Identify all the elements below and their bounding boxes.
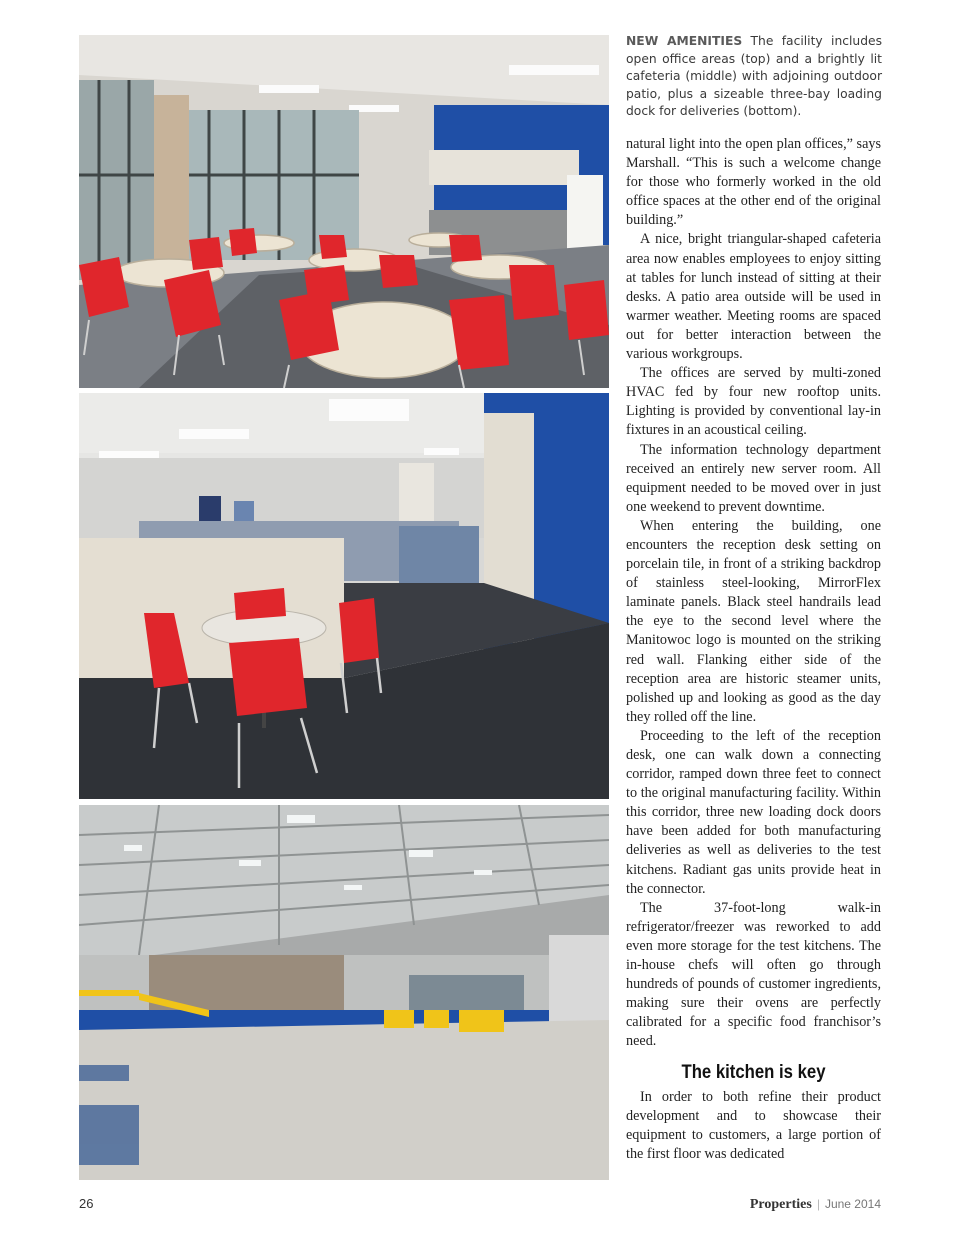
loading-dock-photo (79, 805, 609, 1180)
open-office-photo (79, 393, 609, 799)
section-subhead: The kitchen is key (681, 1061, 826, 1083)
cafeteria-photo (79, 35, 609, 388)
caption-text: The facility includes open office areas (top) and a brightly lit cafeteria (middle) with adjoining outdoor patio, plus a sizeable three-bay loading dock for deliveries (bottom). (626, 34, 882, 118)
article-paragraph: natural light into the open plan offices,” says Marshall. “This is such a welcome change for those who formerly worked in the old office spaces at the other end of the original building.” (626, 136, 881, 229)
article-paragraph: When entering the building, one encounters the reception desk setting on porcelain tile, in front of a striking backdrop of stainless steel-looking, MirrorFlex laminate panels. Black steel handrails lead the eye to the second level where the Manitowoc logo is mounted on the striking red wall. Flanking either side of the reception area are historic steamer units, polished up and looking as good as the day they rolled off the line. (626, 517, 881, 725)
article-paragraph: In order to both refine their product development and to showcase their equipment to customers, a large portion of the first floor was dedicated (626, 1088, 881, 1162)
issue-date: June 2014 (824, 1197, 881, 1211)
article-paragraph: The information technology department received an entirely new server room. All equipment needed to be moved over in just one weekend to prevent downtime. (626, 441, 881, 515)
article-paragraph: The 37-foot-long walk-in refrigerator/freezer was reworked to add even more storage for the test kitchens. The in-house chefs will often go through hundreds of pounds of customer ingredients, making sure their ovens are perfectly calibrated for a specific food franchisor’s need. (626, 899, 881, 1050)
caption-lead: NEW AMENITIES (626, 34, 743, 48)
footer-separator: | (817, 1196, 820, 1211)
article-body (626, 135, 881, 1164)
page-number: 26 (79, 1196, 94, 1211)
photo-caption (626, 33, 882, 121)
article-paragraph: The offices are served by multi-zoned HVAC fed by four new rooftop units. Lighting is provided by conventional lay-in fixtures in an acoustical ceiling. (626, 365, 881, 439)
article-paragraph: A nice, bright triangular-shaped cafeteria area now enables employees to enjoy sitting at tables for lunch instead of sitting at their desks. A patio area outside will be used in warmer weather. Meeting rooms are spaced out for better interaction between the various workgroups. (626, 231, 881, 363)
footer-masthead (750, 1196, 881, 1213)
article-paragraph: Proceeding to the left of the reception desk, one can walk down a connecting corridor, ramped down three feet to connect to the original manufacturing facility. Within this corridor, three new loading dock doors have been added for both manufacturing deliveries as well as deliveries to the test kitchens. Radiant gas units provide heat in the connector. (626, 727, 881, 897)
magazine-name: Properties (749, 1197, 812, 1212)
